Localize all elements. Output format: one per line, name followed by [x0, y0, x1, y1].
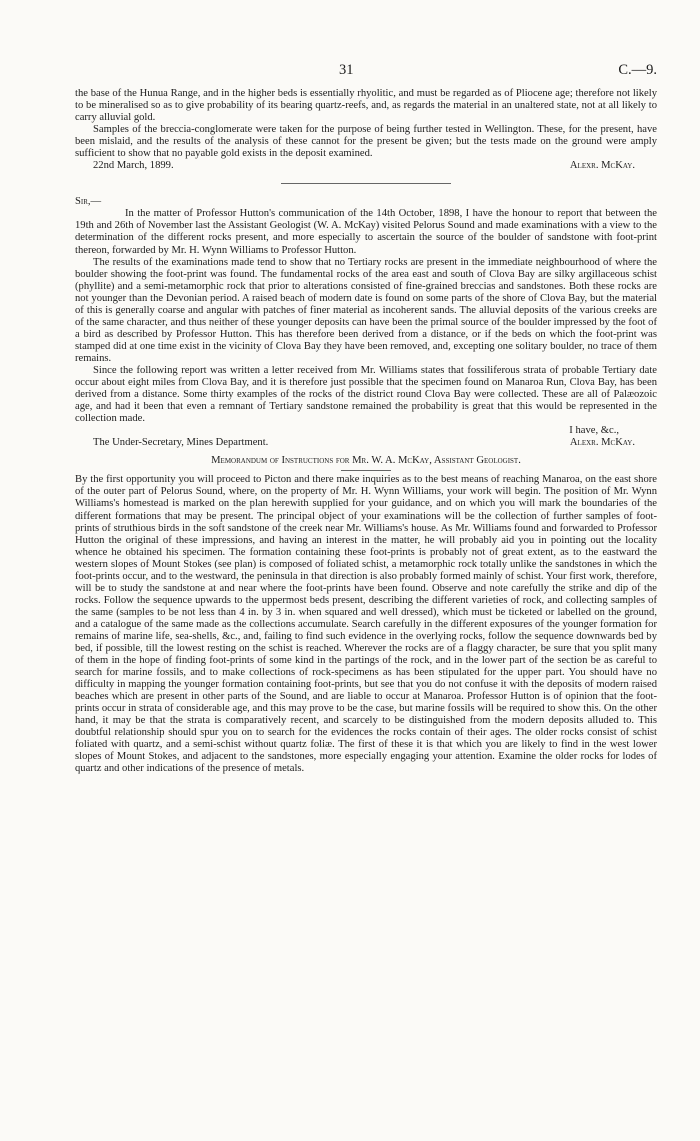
- memo-title: Memorandum of Instructions for Mr. W. A. McKay, Assistant Geologist.: [211, 455, 521, 467]
- signature-1: Alexr. McKay.: [569, 160, 635, 172]
- signature-2: Alexr. McKay.: [569, 437, 635, 449]
- letter-addressee: The Under-Secretary, Mines Department.: [93, 437, 269, 449]
- letter-paragraph-1: In the matter of Professor Hutton's communication of the 14th October, 1898, I have the honour to report that between the 19th and 26th of November last the Assistant Geologist (W. A. McKay) visited Pelorus Sound and made examinations with a view to the determination of the different rocks present, and more especially to ascertain the source of the boulder of sandstone with foot-print thereon, forwarded by Mr. H. Wynn Williams to Professor Hutton.: [75, 208, 657, 256]
- letter-paragraph-3: Since the following report was written a letter received from Mr. Williams states that fossiliferous strata of probable Tertiary date occur about eight miles from Clova Bay, and it is therefore just possible that the specimen found on Manaroa Run, Clova Bay, has been derived from a distance. Some thirty examples of the rocks of the district round Clova Bay were collected. These are all of Palæozoic age, and had it been that even a remnant of Tertiary sandstone remained the probability is great that this would be represented in the collection made.: [75, 364, 657, 425]
- letter-closing: I have, &c.,: [569, 425, 619, 437]
- addressee-signature-line: [75, 437, 657, 449]
- page-number: 31: [339, 62, 354, 78]
- date-signature-line: [75, 160, 657, 172]
- letter-paragraph-2: The results of the examinations made tend to show that no Tertiary rocks are present in the immediate neighbourhood of where the boulder showing the foot-print was found. The fundamental rocks of the area east and south of Clova Bay are silky argillaceous schist (phyllite) and a semi-metamorphic rock that prior to alterations consisted of fine-grained breccias and sandstones. Both these rocks are not younger than the Devonian period. A raised beach of modern date is found on some parts of the shore of Clova Bay, but the material of this is generally coarse and angular with patches of finer material as incoherent sands. The alluvial deposits of the various creeks are of the same character, and thus neither of these younger deposits can have been the primal source of the boulder impressed by the foot of a bird as described by Professor Hutton. This has therefore been derived from a distance, or if the beds on which the foot-print was stamped did at one time exist in the vicinity of Clova Bay they have been removed, and, excepting one solitary boulder, no trace of them remains.: [75, 256, 657, 364]
- document-reference: C.—9.: [618, 62, 657, 78]
- page-header: [75, 62, 657, 88]
- section1-paragraph-1: the base of the Hunua Range, and in the higher beds is essentially rhyolitic, and must be regarded as of Pliocene age; therefore not likely to be mineralised so as to give probability of its bearing quartz-reefs, and, as regards the material in an unaltered state, not at all likely to carry alluvial gold.: [75, 88, 657, 124]
- letter-closing-line: [75, 425, 657, 437]
- section-divider: [281, 183, 451, 184]
- section1-paragraph-2: Samples of the breccia-conglomerate were taken for the purpose of being further tested in Wellington. These, for the present, have been mislaid, and the results of the analysis of these cannot for the present be given; but the tests made on the ground were amply sufficient to show that no payable gold exists in the deposit examined.: [75, 124, 657, 160]
- memo-divider: [341, 470, 391, 471]
- document-page: [75, 62, 657, 776]
- letter-salutation: Sir,—: [75, 196, 102, 208]
- report-date: 22nd March, 1899.: [93, 160, 174, 172]
- memo-paragraph: By the first opportunity you will proceed to Picton and there make inquiries as to the best means of reaching Manaroa, on the east shore of the outer part of Pelorus Sound, where, on the property of Mr. H. Wynn Williams, your work will begin. The position of Mr. Wynn Williams's homestead is marked on the plan herewith supplied for your guidance, and on which you will mark the boundaries of the different formations that may be present. The principal object of your examinations will be the collection of further samples of foot-prints of struthious birds in the soft sandstone of the creek near Mr. Williams's house. As Mr. Williams found and forwarded to Professor Hutton the original of these impressions, and having an interest in the matter, he will probably aid you in pointing out the locality whence he obtained his specimen. The formation containing these foot-prints is probably not of great extent, as to the eastward the western slopes of Mount Stokes (see plan) is composed of foliated schist, a metamorphic rock totally unlike the sandstones in which the foot-prints occur, and to the westward, the peninsula in that direction is also probably formed mainly of schist. Your first work, therefore, will be to study the sandstone at and near where the foot-prints have been found. Observe and note carefully the strike and dip of the rocks. Follow the sequence upwards to the uppermost beds present, describing the different varieties of rock, and collecting samples of the same (samples to be not less than 4 in. by 3 in. when squared and well dressed), which must be ticketed or labelled on the ground, and a catalogue of the same made as the collections accumulate. Search carefully in the different exposures of the younger formation for remains of marine life, sea-shells, &c., and, failing to find such evidence in the overlying rocks, follow the sequence downwards bed by bed, if possible, till the lowest resting on the schist is reached. Wherever the rocks are of a flaggy character, be sure that you split many of them in the hope of finding foot-prints of some kind in the partings of the rock, and in the lower part of the section be as careful to search for marine fossils, and to make collections of rock-specimens as has been stipulated for the upper part. You should have no difficulty in mapping the younger formation containing foot-prints, but see that you do not confuse it with the deposits of modern raised beaches which are present in other parts of the Sound, and are liable to occur at Manaroa. Professor Hutton is of opinion that the foot-prints occur in strata of considerable age, and this may prove to be the case, but marine fossils will be required to show this. On the other hand, it may be that the strata is comparatively recent, and scarcely to be distinguished from the modern deposits alluded to. This doubtful relationship should spur you on to search for the evidences the rocks contain of their ages. The older rocks consist of schist foliated with quartz, and a semi-schist without quartz foliæ. The first of these it is that which you are likely to find in the west lower slopes of Mount Stokes, and adjacent to the sandstones, more especially engaging your attention. Examine the older rocks for lodes of quartz and other indications of the presence of metals.: [75, 474, 657, 775]
